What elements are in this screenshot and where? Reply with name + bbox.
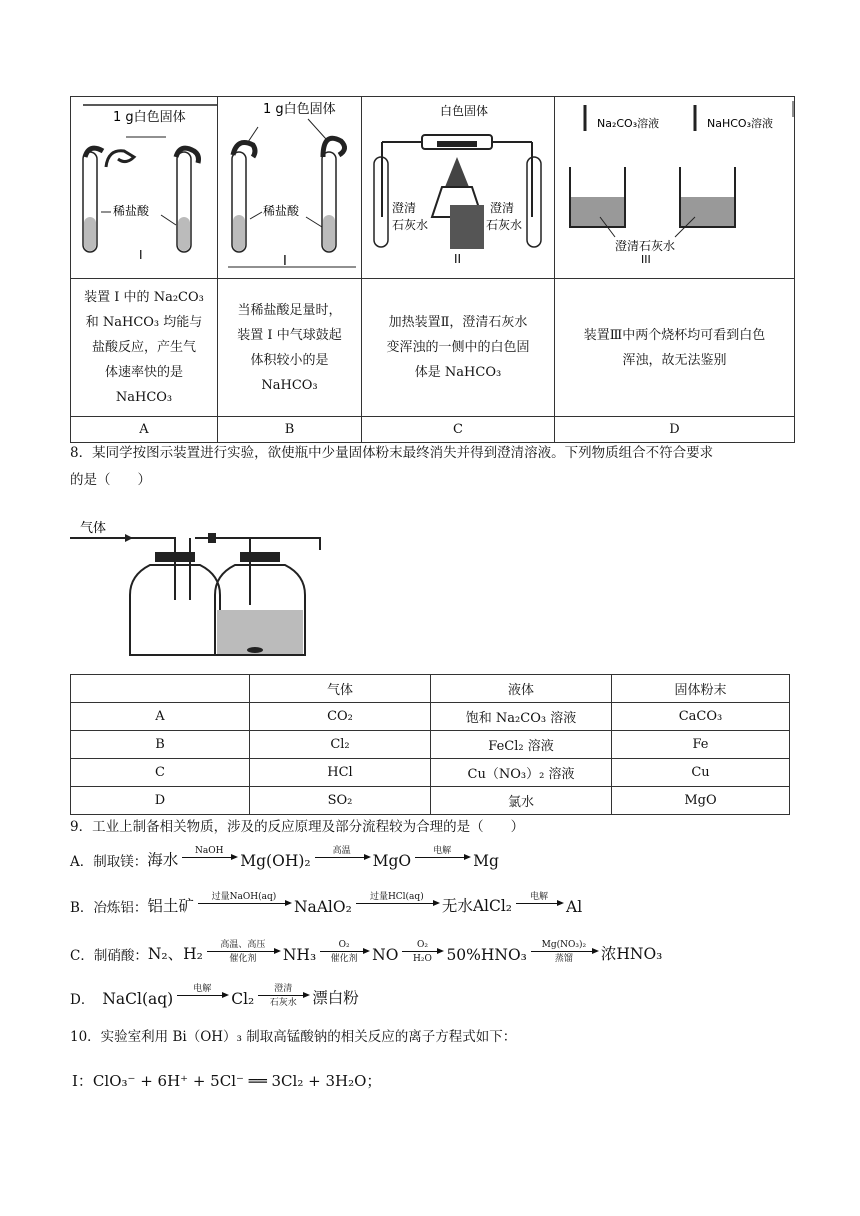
arrow-condition: 过量HCl(aq) <box>369 892 424 902</box>
reaction-arrow <box>318 940 370 964</box>
q8-cell: Cu（NO₃）₂ 溶液 <box>431 759 612 787</box>
reaction-arrow <box>205 940 281 964</box>
q8-cell: SO₂ <box>250 787 431 815</box>
q8-cell: A <box>71 703 250 731</box>
fig-label-white-solid: 白色固体 <box>440 104 489 118</box>
q8-cell: CaCO₃ <box>612 703 790 731</box>
arrow-condition: 过量NaOH(aq) <box>211 892 277 902</box>
species: Cl₂ <box>231 990 255 1008</box>
q8-stem <box>70 440 800 494</box>
arrow-condition: 高温、高压 <box>220 940 266 950</box>
q8-header-liquid: 液体 <box>431 675 612 703</box>
fig-label-gas: 气体 <box>80 521 107 536</box>
species: 漂白粉 <box>312 989 359 1007</box>
arrow-condition: 电解 <box>530 892 549 902</box>
species: NaAlO₂ <box>293 898 352 916</box>
q7-option-letter-C: C <box>362 417 555 443</box>
beaker-diagram-III <box>555 97 794 269</box>
species: 浓HNO₃ <box>600 945 663 963</box>
arrow-condition-below: 蒸馏 <box>554 954 573 964</box>
species: MgO <box>372 852 412 870</box>
q7-option-D-text: 装置Ⅲ中两个烧杯均可看到白色 浑浊，故无法鉴别 <box>555 279 795 417</box>
q9-option-D <box>70 984 359 1008</box>
q8-cell: Cl₂ <box>250 731 431 759</box>
q9-C-prefix: C．制硝酸： <box>70 948 148 964</box>
reaction-arrow <box>413 846 471 870</box>
fig-roman-III: III <box>641 253 651 266</box>
fig-roman-II: II <box>454 252 462 266</box>
q8-cell: D <box>71 787 250 815</box>
table-row <box>71 759 790 787</box>
species: Al <box>566 898 583 916</box>
q8-header-solid: 固体粉末 <box>612 675 790 703</box>
figure-III <box>555 97 795 279</box>
arrow-condition-below: 催化剂 <box>330 954 358 964</box>
q8-header-blank <box>71 675 250 703</box>
q8-header-gas: 气体 <box>250 675 431 703</box>
q8-cell: 饱和 Na₂CO₃ 溶液 <box>431 703 612 731</box>
q9-B-prefix: B．冶炼铝： <box>70 900 148 916</box>
arrow-condition: O₂ <box>416 940 428 950</box>
species: Mg(OH)₂ <box>240 852 311 870</box>
arrow-condition: 电解 <box>433 846 452 856</box>
figure-II <box>362 97 555 279</box>
reaction-arrow <box>180 846 238 870</box>
arrow-condition-below: 催化剂 <box>229 954 257 964</box>
fig-label-na2co3: Na₂CO₃溶液 <box>597 117 660 130</box>
species: NH₃ <box>282 946 317 964</box>
fig-label-hcl-a: 稀盐酸 <box>113 204 150 218</box>
gas-bottle-apparatus <box>70 510 330 660</box>
figure-I-b <box>218 97 362 279</box>
reaction-arrow <box>514 892 564 916</box>
q9-stem: 9．工业上制备相关物质，涉及的反应原理及部分流程较为合理的是（ ） <box>70 819 525 835</box>
fig-label-solid: 1 g白色固体 <box>113 110 186 125</box>
table-row <box>71 787 790 815</box>
fig-label-limewater-left: 澄清 <box>392 201 417 215</box>
species: 铝土矿 <box>147 897 194 915</box>
q8-stem-line1: 8．某同学按图示装置进行实验，欲使瓶中少量固体粉末最终消失并得到澄清溶液。下列物质组合不符合要求 <box>70 445 714 461</box>
q8-cell: HCl <box>250 759 431 787</box>
arrow-condition: O₂ <box>338 940 350 950</box>
arrow-condition: Mg(NO₃)₂ <box>541 940 587 950</box>
q8-stem-line2: 的是（ ） <box>70 472 151 488</box>
test-tube-diagram-I-b <box>218 97 361 269</box>
fig-label-limewater-III: 澄清石灰水 <box>615 239 676 253</box>
arrow-condition: NaOH <box>195 846 224 856</box>
q8-cell: MgO <box>612 787 790 815</box>
q7-option-letter-D: D <box>555 417 795 443</box>
species: 无水AlCl₂ <box>441 897 513 915</box>
fig-label-limewater-right: 澄清 <box>490 201 515 215</box>
q9-A-prefix: A．制取镁： <box>70 854 148 870</box>
arrow-condition-below: 石灰水 <box>269 998 297 1008</box>
q8-cell: C <box>71 759 250 787</box>
q9-option-C <box>70 940 662 964</box>
reaction-arrow <box>529 940 599 964</box>
reaction-arrow <box>256 984 310 1008</box>
reaction-arrow <box>400 940 444 964</box>
heating-apparatus-diagram-II <box>362 97 554 269</box>
species: 海水 <box>147 851 179 869</box>
fig-roman-I-b: I <box>283 254 287 269</box>
fig-label-limewater-left-2: 石灰水 <box>392 218 429 232</box>
q8-table <box>70 674 790 815</box>
species: NO <box>372 946 399 964</box>
q9-D-prefix: D． <box>70 992 95 1008</box>
q7-table <box>70 96 795 443</box>
fig-roman-I-a: I <box>139 248 143 262</box>
reaction-arrow <box>175 984 229 1008</box>
q9-option-B <box>70 892 582 916</box>
q8-table-header <box>71 675 790 703</box>
species: Mg <box>473 852 499 870</box>
q8-cell: B <box>71 731 250 759</box>
q8-cell: CO₂ <box>250 703 431 731</box>
test-tube-diagram-I-a <box>71 97 217 269</box>
q8-cell: Cu <box>612 759 790 787</box>
q8-cell: 氯水 <box>431 787 612 815</box>
q10-equation-I: Ⅰ：ClO₃⁻ + 6H⁺ + 5Cl⁻ ══ 3Cl₂ + 3H₂O； <box>72 1072 382 1090</box>
species: N₂、H₂ <box>147 945 203 963</box>
fig-label-hcl-b: 稀盐酸 <box>263 204 300 218</box>
table-row <box>71 703 790 731</box>
fig-label-limewater-right-2: 石灰水 <box>486 218 523 232</box>
q7-option-A-text: 装置 I 中的 Na₂CO₃ 和 NaHCO₃ 均能与 盐酸反应，产生气 体速率快的是 NaHCO₃ <box>71 279 218 417</box>
q10-stem: 10．实验室利用 Bi（OH）₃ 制取高锰酸钠的相关反应的离子方程式如下： <box>70 1029 517 1045</box>
table-row <box>71 731 790 759</box>
reaction-arrow <box>354 892 440 916</box>
q7-option-letter-A: A <box>71 417 218 443</box>
arrow-condition: 高温 <box>332 846 351 856</box>
arrow-condition: 澄清 <box>274 984 293 994</box>
fig-label-nahco3: NaHCO₃溶液 <box>707 117 773 130</box>
reaction-arrow <box>313 846 371 870</box>
q7-option-letter-B: B <box>218 417 362 443</box>
q7-option-C-text: 加热装置Ⅱ，澄清石灰水 变浑浊的一侧中的白色固 体是 NaHCO₃ <box>362 279 555 417</box>
species: NaCl(aq) <box>102 990 174 1008</box>
q7-option-B-text: 当稀盐酸足量时， 装置 I 中气球鼓起 体积较小的是 NaHCO₃ <box>218 279 362 417</box>
figure-I-a <box>71 97 218 279</box>
arrow-condition: 电解 <box>193 984 212 994</box>
fig-label-solid-b: 1 g白色固体 <box>263 102 336 117</box>
q8-cell: FeCl₂ 溶液 <box>431 731 612 759</box>
q8-cell: Fe <box>612 731 790 759</box>
arrow-condition-below: H₂O <box>413 954 432 964</box>
species: 50%HNO₃ <box>446 946 527 964</box>
q9-option-A <box>70 846 499 870</box>
reaction-arrow <box>196 892 292 916</box>
